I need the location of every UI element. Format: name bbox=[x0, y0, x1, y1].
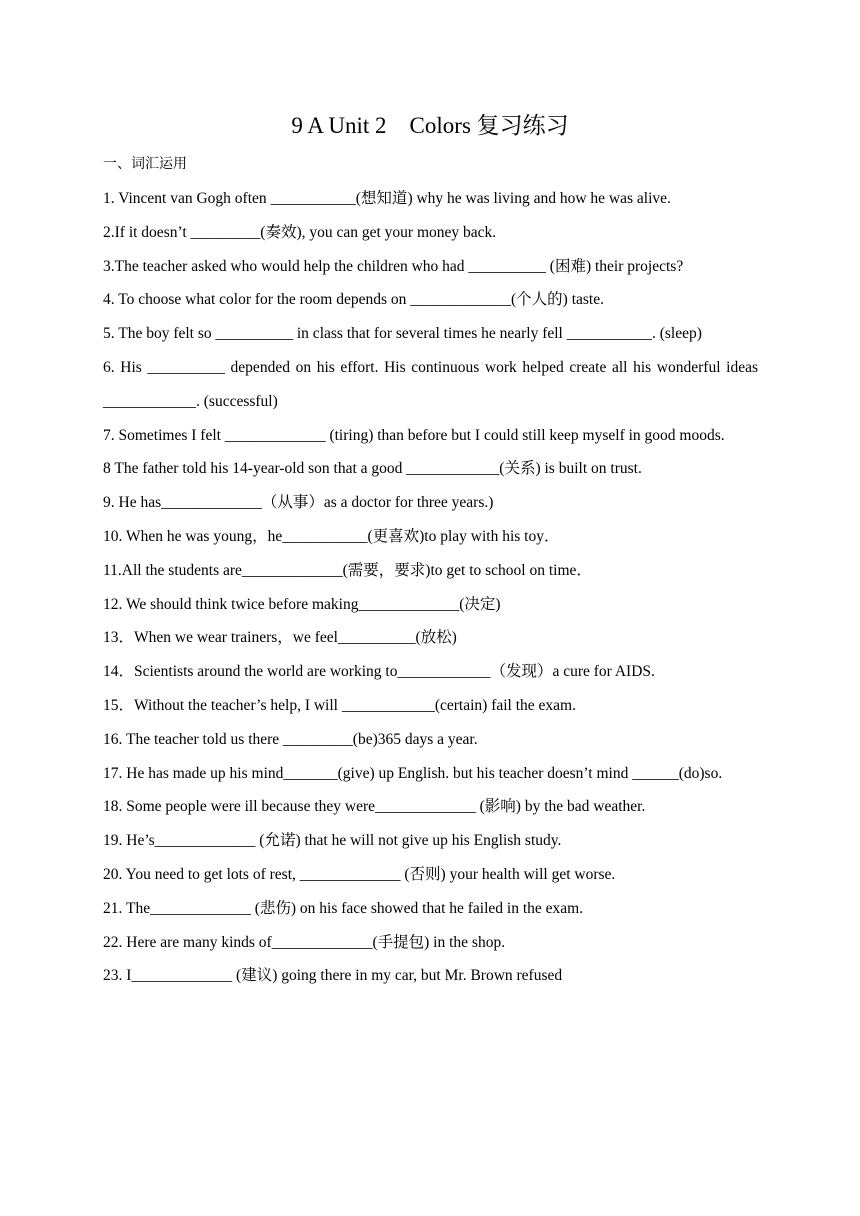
exercise-item-15: 15．Without the teacher’s help, I will ____________(certain) fail the exam. bbox=[103, 696, 576, 714]
exercise-item-6: 6. His __________ depended on his effort. His continuous work helped create all his wonderful ideas ____________. (successful) bbox=[103, 358, 758, 410]
exercise-item-4: 4. To choose what color for the room depends on _____________(个人的) taste. bbox=[103, 291, 604, 309]
exercise-item-7: 7. Sometimes I felt _____________ (tiring) than before but I could still keep myself in good moods. bbox=[103, 426, 725, 444]
exercise-item-19: 19. He’s_____________ (允诺) that he will not give up his English study. bbox=[103, 832, 562, 850]
exercise-item-18: 18. Some people were ill because they were_____________ (影响) by the bad weather. bbox=[103, 798, 646, 816]
exercise-item-14: 14．Scientists around the world are working to____________（发现）a cure for AIDS. bbox=[103, 663, 655, 681]
exercise-item-8: 8 The father told his 14-year-old son that a good ____________(关系) is built on trust. bbox=[103, 460, 642, 478]
exercise-list bbox=[103, 182, 758, 993]
exercise-item-17: 17. He has made up his mind_______(give) up English. but his teacher doesn’t mind ______(do)so. bbox=[103, 764, 723, 782]
exercise-item-23: 23. I_____________ (建议) going there in my car, but Mr. Brown refused bbox=[103, 967, 563, 985]
exercise-item-1: 1. Vincent van Gogh often ___________(想知道) why he was living and how he was alive. bbox=[103, 190, 671, 207]
page-title: 9 A Unit 2 Colors 复习练习 bbox=[291, 113, 569, 138]
exercise-item-3: 3.The teacher asked who would help the children who had __________ (困难) their projects? bbox=[103, 257, 684, 275]
exercise-item-11: 11.All the students are_____________(需要，要求)to get to school on time． bbox=[103, 561, 592, 579]
exercise-item-2: 2.If it doesn’t _________(奏效), you can get your money back. bbox=[103, 223, 497, 241]
exercise-item-5: 5. The boy felt so __________ in class that for several times he nearly fell ___________. (sleep) bbox=[103, 325, 702, 343]
exercise-item-20: 20. You need to get lots of rest, _____________ (否则) your health will get worse. bbox=[103, 865, 616, 883]
exercise-item-22: 22. Here are many kinds of_____________(手提包) in the shop. bbox=[103, 933, 506, 951]
section-heading: 一、词汇运用 bbox=[103, 156, 187, 172]
exercise-item-12: 12. We should think twice before making_____________(决定) bbox=[103, 595, 501, 613]
exercise-item-13: 13．When we wear trainers，we feel__________(放松) bbox=[103, 629, 457, 647]
exercise-item-21: 21. The_____________ (悲伤) on his face showed that he failed in the exam. bbox=[103, 899, 584, 917]
exercise-item-16: 16. The teacher told us there _________(be)365 days a year. bbox=[103, 730, 478, 748]
exercise-item-9: 9. He has_____________（从事）as a doctor for three years.) bbox=[103, 494, 494, 512]
exercise-item-10: 10. When he was young，he___________(更喜欢)to play with his toy． bbox=[103, 527, 560, 545]
